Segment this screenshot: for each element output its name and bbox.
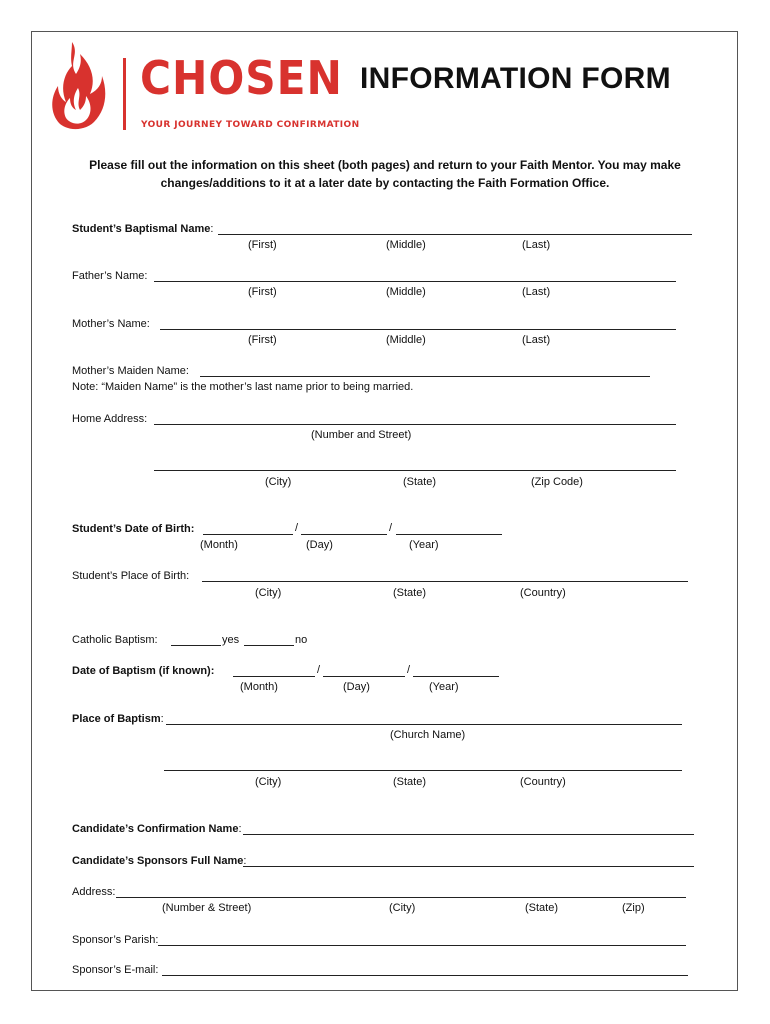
father-name-label: Father’s Name: (72, 270, 148, 282)
confirmation-name-label: Candidate’s Confirmation Name: (72, 823, 242, 835)
dob-day-caption: (Day) (306, 539, 333, 551)
home-street-field[interactable] (154, 424, 676, 425)
mother-name-label: Mother’s Name: (72, 318, 150, 330)
sponsor-name-label: Candidate’s Sponsors Full Name: (72, 855, 247, 867)
maiden-name-note: Note: “Maiden Name” is the mother’s last name prior to being married. (72, 381, 414, 393)
baptism-separator-1: / (317, 664, 321, 676)
sponsor-state-caption: (State) (525, 902, 559, 914)
baptism-country-caption: (Country) (520, 776, 566, 788)
dob-year-caption: (Year) (409, 539, 439, 551)
baptism-church-caption: (Church Name) (390, 729, 466, 741)
home-address-label: Home Address: (72, 413, 148, 425)
home-street-caption: (Number and Street) (311, 429, 412, 441)
sponsor-address-field[interactable] (116, 897, 686, 898)
mother-name-field[interactable] (160, 329, 676, 330)
baptism-place-label: Place of Baptism: (72, 713, 164, 725)
mother-middle-caption: (Middle) (386, 334, 426, 346)
intro-line-1: Please fill out the information on this sheet (both pages) and return to your Faith Mentor. You may make (89, 158, 681, 172)
confirmation-name-field[interactable] (243, 834, 694, 835)
baptism-city-state-country-field[interactable] (164, 770, 682, 771)
maiden-name-label: Mother’s Maiden Name: (72, 365, 189, 377)
catholic-baptism-yes-label: yes (222, 634, 240, 646)
baptism-date-label: Date of Baptism (if known): (72, 665, 215, 677)
sponsor-address-label: Address: (72, 886, 116, 898)
father-name-field[interactable] (154, 281, 676, 282)
form-title: INFORMATION FORM (360, 62, 671, 95)
home-state-caption: (State) (403, 476, 437, 488)
intro-line-2: changes/additions to it at a later date by contacting the Faith Formation Office. (160, 176, 610, 190)
baptismal-last-caption: (Last) (522, 239, 551, 251)
baptism-church-field[interactable] (166, 724, 682, 725)
baptism-year-field[interactable] (413, 676, 499, 677)
dob-month-caption: (Month) (200, 539, 238, 551)
sponsor-city-caption: (City) (389, 902, 416, 914)
dob-month-field[interactable] (203, 534, 293, 535)
pob-label: Student’s Place of Birth: (72, 570, 190, 582)
logo-tagline: YOUR JOURNEY TOWARD CONFIRMATION (141, 120, 360, 130)
logo-divider (123, 58, 126, 130)
father-middle-caption: (Middle) (386, 286, 426, 298)
dob-separator-2: / (389, 522, 393, 534)
flame-icon (50, 40, 108, 132)
pob-state-caption: (State) (393, 587, 427, 599)
baptismal-name-label: Student’s Baptismal Name: (72, 223, 214, 235)
home-city-state-zip-field[interactable] (154, 470, 676, 471)
catholic-baptism-yes-field[interactable] (171, 645, 221, 646)
mother-last-caption: (Last) (522, 334, 551, 346)
baptism-month-field[interactable] (233, 676, 315, 677)
father-first-caption: (First) (248, 286, 277, 298)
baptismal-name-field[interactable] (218, 234, 692, 235)
mother-first-caption: (First) (248, 334, 277, 346)
baptism-city-caption: (City) (255, 776, 282, 788)
sponsor-parish-field[interactable] (158, 945, 686, 946)
baptism-day-field[interactable] (323, 676, 405, 677)
baptismal-middle-caption: (Middle) (386, 239, 426, 251)
logo-brand: CHOSEN (140, 51, 343, 105)
sponsor-email-field[interactable] (162, 975, 688, 976)
baptism-year-caption: (Year) (429, 681, 459, 693)
sponsor-street-caption: (Number & Street) (162, 902, 252, 914)
pob-country-caption: (Country) (520, 587, 566, 599)
baptismal-first-caption: (First) (248, 239, 277, 251)
baptism-separator-2: / (407, 664, 411, 676)
home-city-caption: (City) (265, 476, 292, 488)
sponsor-email-label: Sponsor’s E-mail: (72, 964, 159, 976)
catholic-baptism-no-label: no (295, 634, 308, 646)
sponsor-parish-label: Sponsor’s Parish: (72, 934, 159, 946)
father-last-caption: (Last) (522, 286, 551, 298)
baptism-day-caption: (Day) (343, 681, 370, 693)
baptism-state-caption: (State) (393, 776, 427, 788)
catholic-baptism-no-field[interactable] (244, 645, 294, 646)
maiden-name-field[interactable] (200, 376, 650, 377)
dob-label: Student’s Date of Birth: (72, 523, 195, 535)
dob-separator-1: / (295, 522, 299, 534)
sponsor-name-field[interactable] (243, 866, 694, 867)
baptism-month-caption: (Month) (240, 681, 278, 693)
pob-city-caption: (City) (255, 587, 282, 599)
pob-field[interactable] (202, 581, 688, 582)
home-zip-caption: (Zip Code) (531, 476, 583, 488)
sponsor-zip-caption: (Zip) (622, 902, 645, 914)
catholic-baptism-label: Catholic Baptism: (72, 634, 158, 646)
dob-day-field[interactable] (301, 534, 387, 535)
dob-year-field[interactable] (396, 534, 502, 535)
